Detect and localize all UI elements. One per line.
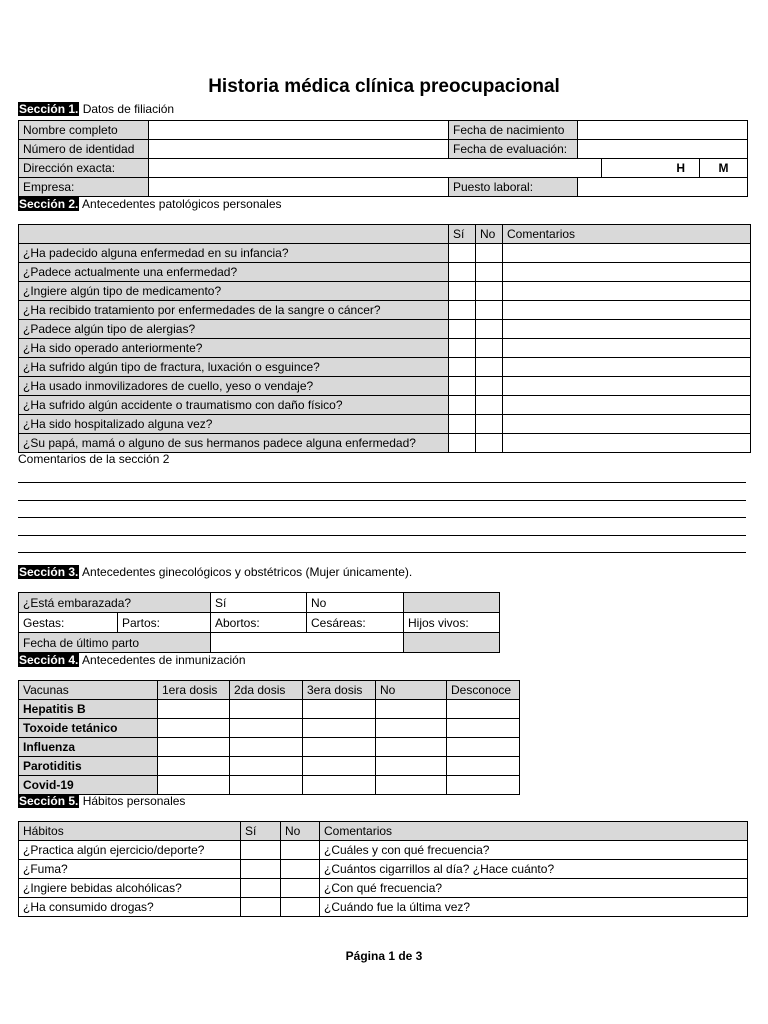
si-cell[interactable] [449, 339, 476, 358]
question-label: ¿Ha sido operado anteriormente? [19, 339, 449, 358]
direccion-field[interactable] [149, 159, 602, 178]
no-cell[interactable] [476, 301, 503, 320]
si-cell[interactable] [449, 396, 476, 415]
section-4-label: Antecedentes de inmunización [79, 653, 246, 667]
header-habitos: Hábitos [19, 822, 241, 841]
header-vacunas: Vacunas [19, 681, 158, 700]
comment-cell[interactable] [503, 339, 751, 358]
dose-cell[interactable] [230, 757, 303, 776]
ultimo-parto-field[interactable] [211, 633, 404, 653]
puesto-field[interactable] [578, 178, 748, 197]
nacimiento-label: Fecha de nacimiento [449, 121, 578, 140]
dose-cell[interactable] [303, 719, 376, 738]
comment-cell[interactable] [503, 244, 751, 263]
question-label: ¿Ha sufrido algún accidente o traumatismo con daño físico? [19, 396, 449, 415]
no-cell[interactable] [281, 898, 320, 917]
nombre-field[interactable] [149, 121, 449, 140]
section-1-label: Datos de filiación [79, 102, 175, 116]
dose-cell[interactable] [158, 700, 230, 719]
section-2-header [18, 197, 282, 212]
si-cell[interactable] [241, 860, 281, 879]
table-row [19, 282, 751, 301]
patologicos-header-blank [19, 225, 449, 244]
comment-line[interactable] [18, 517, 746, 518]
comment-cell[interactable] [503, 320, 751, 339]
table-row [19, 879, 748, 898]
patologicos-header-row [19, 225, 751, 244]
sex-h-option[interactable]: H [602, 159, 700, 178]
identidad-field[interactable] [149, 140, 449, 159]
table-row [19, 244, 751, 263]
no-cell[interactable] [476, 263, 503, 282]
si-cell[interactable] [449, 377, 476, 396]
question-label: ¿Ha padecido alguna enfermedad en su infancia? [19, 244, 449, 263]
table-row [19, 434, 751, 453]
habito-question: ¿Ha consumido drogas? [19, 898, 241, 917]
desconoce-cell[interactable] [447, 757, 520, 776]
question-label: ¿Ha recibido tratamiento por enfermedades de la sangre o cáncer? [19, 301, 449, 320]
gineco-blank [404, 593, 500, 613]
partos-field[interactable]: Partos: [118, 613, 211, 633]
section-5-tag: Sección 5. [19, 794, 79, 808]
direccion-label: Dirección exacta: [19, 159, 149, 178]
comment-line[interactable] [18, 552, 746, 553]
table-row [19, 860, 748, 879]
si-cell[interactable] [449, 358, 476, 377]
comment-line[interactable] [18, 535, 746, 536]
dose-cell[interactable] [303, 738, 376, 757]
si-cell[interactable] [241, 898, 281, 917]
cesareas-field[interactable]: Cesáreas: [307, 613, 404, 633]
table-row [19, 757, 520, 776]
table-row [19, 263, 751, 282]
table-row [19, 776, 520, 795]
comment-cell[interactable]: ¿Cuáles y con qué frecuencia? [320, 841, 748, 860]
no-cell[interactable] [476, 377, 503, 396]
gestas-field[interactable]: Gestas: [19, 613, 118, 633]
comment-cell[interactable] [503, 263, 751, 282]
header-desconoce: Desconoce [447, 681, 520, 700]
page-title: Historia médica clínica preocupacional [208, 76, 560, 97]
question-label: ¿Padece algún tipo de alergias? [19, 320, 449, 339]
no-cell[interactable] [476, 339, 503, 358]
no-cell[interactable] [476, 320, 503, 339]
filiacion-table [18, 120, 748, 197]
empresa-field[interactable] [149, 178, 449, 197]
table-row [19, 301, 751, 320]
header-no: No [281, 822, 320, 841]
habitos-table [18, 821, 748, 917]
no-cell[interactable] [476, 415, 503, 434]
si-cell[interactable] [449, 434, 476, 453]
habito-question: ¿Ingiere bebidas alcohólicas? [19, 879, 241, 898]
ultimo-parto-label: Fecha de último parto [19, 633, 211, 653]
section-5-label: Hábitos personales [79, 794, 186, 808]
si-cell[interactable] [449, 263, 476, 282]
si-cell[interactable] [241, 841, 281, 860]
table-row [19, 339, 751, 358]
table-row [19, 700, 520, 719]
vacuna-label: Toxoide tetánico [19, 719, 158, 738]
comment-cell[interactable] [503, 415, 751, 434]
no-cell[interactable] [376, 700, 447, 719]
abortos-field[interactable]: Abortos: [211, 613, 307, 633]
patologicos-table [18, 224, 751, 453]
table-row [19, 396, 751, 415]
dose-cell[interactable] [303, 776, 376, 795]
section-4-tag: Sección 4. [19, 653, 79, 667]
evaluacion-field[interactable] [578, 140, 748, 159]
no-cell[interactable] [376, 757, 447, 776]
dose-cell[interactable] [230, 738, 303, 757]
section-1-header [18, 102, 174, 117]
desconoce-cell[interactable] [447, 738, 520, 757]
comment-cell[interactable]: ¿Con qué frecuencia? [320, 879, 748, 898]
section-3-label: Antecedentes ginecológicos y obstétricos (Mujer únicamente). [79, 565, 413, 579]
question-label: ¿Ingiere algún tipo de medicamento? [19, 282, 449, 301]
page-number: Página 1 de 3 [345, 949, 423, 963]
no-cell[interactable] [376, 738, 447, 757]
nacimiento-field[interactable] [578, 121, 748, 140]
dose-cell[interactable] [158, 757, 230, 776]
comment-cell[interactable]: ¿Cuándo fue la última vez? [320, 898, 748, 917]
comment-cell[interactable] [503, 377, 751, 396]
dose-cell[interactable] [230, 776, 303, 795]
table-row [19, 719, 520, 738]
question-label: ¿Ha usado inmovilizadores de cuello, yeso o vendaje? [19, 377, 449, 396]
header-no: No [376, 681, 447, 700]
hijos-vivos-field[interactable]: Hijos vivos: [404, 613, 500, 633]
dose-cell[interactable] [303, 757, 376, 776]
si-cell[interactable] [449, 282, 476, 301]
dose-cell[interactable] [230, 700, 303, 719]
empresa-label: Empresa: [19, 178, 149, 197]
header-no: No [476, 225, 503, 244]
section-2-comments-label: Comentarios de la sección 2 [18, 452, 170, 466]
habito-question: ¿Practica algún ejercicio/deporte? [19, 841, 241, 860]
vacuna-label: Influenza [19, 738, 158, 757]
comment-cell[interactable] [503, 282, 751, 301]
evaluacion-label: Fecha de evaluación: [449, 140, 578, 159]
no-cell[interactable] [476, 282, 503, 301]
comment-cell[interactable] [503, 358, 751, 377]
no-cell[interactable] [476, 396, 503, 415]
question-label: ¿Padece actualmente una enfermedad? [19, 263, 449, 282]
comment-line[interactable] [18, 482, 746, 483]
table-row [19, 738, 520, 757]
habitos-header-row [19, 822, 748, 841]
header-comentarios: Comentarios [503, 225, 751, 244]
si-cell[interactable] [241, 879, 281, 898]
si-cell[interactable] [449, 320, 476, 339]
header-1era-dosis: 1era dosis [158, 681, 230, 700]
no-cell[interactable] [376, 776, 447, 795]
question-label: ¿Su papá, mamá o alguno de sus hermanos padece alguna enfermedad? [19, 434, 449, 453]
nombre-label: Nombre completo [19, 121, 149, 140]
section-5-header [18, 794, 185, 809]
no-cell[interactable] [476, 434, 503, 453]
desconoce-cell[interactable] [447, 776, 520, 795]
habito-question: ¿Fuma? [19, 860, 241, 879]
no-cell[interactable] [476, 244, 503, 263]
table-row [19, 358, 751, 377]
section-3-header [18, 565, 412, 580]
dose-cell[interactable] [158, 738, 230, 757]
comment-cell[interactable] [503, 434, 751, 453]
no-cell[interactable] [281, 860, 320, 879]
vacuna-label: Hepatitis B [19, 700, 158, 719]
question-label: ¿Ha sido hospitalizado alguna vez? [19, 415, 449, 434]
comment-cell[interactable]: ¿Cuántos cigarrillos al día? ¿Hace cuánto? [320, 860, 748, 879]
section-4-header [18, 653, 246, 668]
table-row [19, 377, 751, 396]
section-2-tag: Sección 2. [19, 197, 79, 211]
table-row [19, 841, 748, 860]
dose-cell[interactable] [230, 719, 303, 738]
embarazada-no-option[interactable]: No [307, 593, 404, 613]
section-3-tag: Sección 3. [19, 565, 79, 579]
identidad-label: Número de identidad [19, 140, 149, 159]
comment-cell[interactable] [503, 396, 751, 415]
vacuna-label: Parotiditis [19, 757, 158, 776]
no-cell[interactable] [281, 841, 320, 860]
table-row [19, 320, 751, 339]
table-row [19, 898, 748, 917]
embarazada-si-option[interactable]: Sí [211, 593, 307, 613]
comment-line[interactable] [18, 500, 746, 501]
header-2da-dosis: 2da dosis [230, 681, 303, 700]
puesto-label: Puesto laboral: [449, 178, 578, 197]
gineco-blank [404, 633, 500, 653]
inmunizacion-header-row [19, 681, 520, 700]
desconoce-cell[interactable] [447, 700, 520, 719]
si-cell[interactable] [449, 301, 476, 320]
header-3era-dosis: 3era dosis [303, 681, 376, 700]
sex-m-option[interactable]: M [700, 159, 748, 178]
dose-cell[interactable] [158, 776, 230, 795]
no-cell[interactable] [376, 719, 447, 738]
inmunizacion-table [18, 680, 520, 795]
dose-cell[interactable] [303, 700, 376, 719]
gineco-table [18, 592, 500, 653]
no-cell[interactable] [476, 358, 503, 377]
desconoce-cell[interactable] [447, 719, 520, 738]
si-cell[interactable] [449, 415, 476, 434]
comment-cell[interactable] [503, 301, 751, 320]
dose-cell[interactable] [158, 719, 230, 738]
section-2-label: Antecedentes patológicos personales [79, 197, 282, 211]
si-cell[interactable] [449, 244, 476, 263]
vacuna-label: Covid-19 [19, 776, 158, 795]
no-cell[interactable] [281, 879, 320, 898]
embarazada-label: ¿Está embarazada? [19, 593, 211, 613]
table-row [19, 415, 751, 434]
header-si: Sí [241, 822, 281, 841]
header-comentarios: Comentarios [320, 822, 748, 841]
section-1-tag: Sección 1. [19, 102, 79, 116]
header-si: Sí [449, 225, 476, 244]
question-label: ¿Ha sufrido algún tipo de fractura, luxación o esguince? [19, 358, 449, 377]
